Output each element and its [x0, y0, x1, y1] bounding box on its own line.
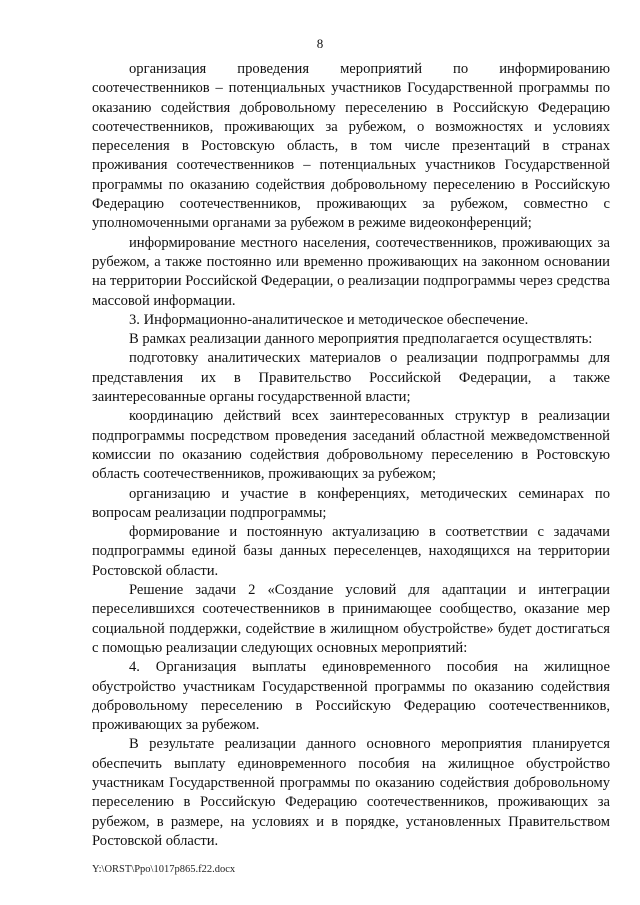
footer-file-path: Y:\ORST\Ppo\1017p865.f22.docx [92, 864, 236, 875]
paragraph-section-4-heading: 4. Организация выплаты единовременного пособия на жилищное обустройство участникам Государственной программы по оказанию содействия добровольному переселению в Российскую Федерацию соотечественников, проживающих за рубежом. [92, 659, 610, 734]
paragraph-analytics: подготовку аналитических материалов о реализации подпрограммы для представления их в Правительство Российской Федерации, а также заинтересованные органы государственной власти; [92, 350, 610, 406]
paragraph-section-4-result: В результате реализации данного основного мероприятия планируется обеспечить выплату единовременного пособия на жилищное обустройство участникам Государственной программы по оказанию содействия добровольному переселению в Российскую Федерацию соотечественников, проживающих за рубежом, в размере, на условиях и в порядке, установленных Правительством Ростовской области. [92, 736, 610, 849]
paragraph-task-2: Решение задачи 2 «Создание условий для адаптации и интеграции переселившихся соотечественников в принимающее сообщество, оказание мер социальной поддержки, содействие в жилищном обустройстве» будет достигаться с помощью реализации следующих основных мероприятий: [92, 582, 610, 656]
paragraph-section-3-intro: В рамках реализации данного мероприятия предполагается осуществлять: [129, 331, 593, 348]
document-body [92, 60, 610, 851]
paragraph-coordination: координацию действий всех заинтересованных структур в реализации подпрограммы посредством проведения заседаний областной межведомственной комиссии по оказанию содействия добровольному переселению в Ростовскую область соотечественников, проживающих за рубежом; [92, 408, 610, 483]
paragraph-local-info: информирование местного населения, соотечественников, проживающих за рубежом, а также постоянно или временно проживающих на законном основании на территории Российской Федерации, о реализации подпрограммы через средства массовой информации. [92, 234, 610, 309]
paragraph-database: формирование и постоянную актуализацию в соответствии с задачами подпрограммы единой базы данных переселенцев, находящихся на территории Ростовской области. [92, 524, 610, 579]
paragraph-conferences: организацию и участие в конференциях, методических семинарах по вопросам реализации подпрограммы; [92, 485, 610, 521]
paragraph-info-events: организация проведения мероприятий по информированию соотечественников – потенциальных участников Государственной программы по оказанию содействия добровольному переселению в Российскую Федерацию соотечественников, проживающих за рубежом, о возможностях и условиях переселения в Ростовскую область, в том числе презентаций в странах проживания соотечественников – потенциальных участников Государственной программы по оказанию содействия добровольному переселению в Российскую Федерацию соотечественников, проживающих за рубежом, совместно с уполномоченными органами за рубежом в режиме видеоконференций; [92, 61, 610, 232]
paragraph-section-3-heading: 3. Информационно-аналитическое и методическое обеспечение. [129, 311, 529, 328]
page-number: 8 [316, 36, 324, 51]
